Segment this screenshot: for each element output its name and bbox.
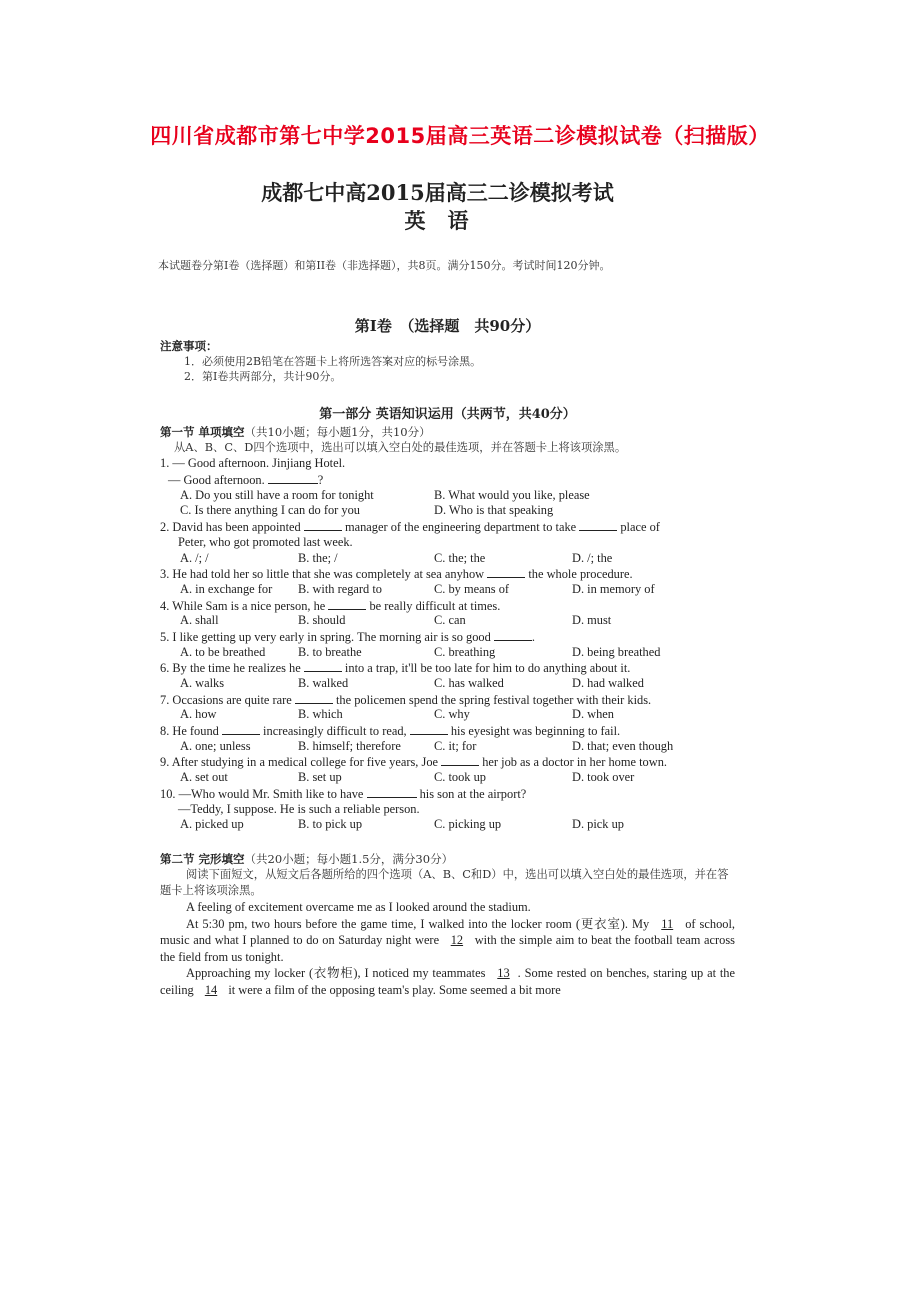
answer-blank [410, 723, 448, 735]
option-d: D. that; even though [572, 738, 674, 753]
exam-subject: 英语 [404, 208, 491, 233]
option-b: B. with regard to [298, 581, 382, 596]
question-8 [160, 723, 735, 754]
question-text [160, 754, 735, 770]
question-text-part: 8. He found [160, 724, 222, 739]
option-d: D. when [572, 707, 614, 722]
exam-intro: 本试题卷分第I卷（选择题）和第II卷（非选择题），共8页。满分150分。考试时间120分钟。 [158, 259, 611, 272]
option-c: C. by means of [434, 581, 510, 596]
answer-blank [222, 723, 260, 735]
option-c: C. it; for [434, 738, 477, 753]
option-a: A. one; unless [180, 738, 251, 753]
option-d: D. Who is that speaking [434, 503, 554, 518]
answer-blank [494, 629, 532, 641]
question-text-part: increasingly difficult to read, [259, 724, 410, 739]
part-title: 第一部分 英语知识运用（共两节，共40分） [319, 407, 576, 423]
answer-blank [295, 692, 333, 704]
answer-blank [579, 519, 617, 531]
question-text [160, 692, 735, 708]
option-a: A. /; / [180, 550, 209, 565]
question-text [160, 660, 735, 676]
option-d: D. had walked [572, 676, 644, 691]
section-note: （共10小题；每小题1分，共10分） [244, 425, 431, 440]
question-text-part: 10. —Who would Mr. Smith like to have [160, 786, 367, 801]
section-heading [160, 851, 735, 867]
cloze-blank-11: 11 [661, 916, 674, 931]
option-a: A. to be breathed [180, 644, 266, 659]
options-row [160, 770, 735, 786]
option-b: B. which [298, 707, 343, 722]
section-heading-label: 第一节 单项填空 [160, 425, 245, 440]
notice-item: 2．第I卷共两部分，共计90分。 [184, 370, 342, 384]
option-a: A. walks [180, 676, 225, 691]
answer-blank [487, 566, 525, 578]
option-c: C. picking up [434, 817, 502, 832]
option-c: C. can [434, 613, 466, 628]
options-row [160, 488, 735, 504]
option-b: B. the; / [298, 550, 338, 565]
question-text-part: the whole procedure. [525, 567, 633, 582]
question-text-part: 4. While Sam is a nice person, he [160, 598, 329, 613]
options-row [160, 707, 735, 723]
question-1 [160, 456, 735, 519]
option-b: B. walked [298, 676, 349, 691]
document-title: 四川省成都市第七中学2015届高三英语二诊模拟试卷（扫描版） [150, 124, 770, 148]
answer-blank [328, 598, 366, 610]
question-text-part: 3. He had told her so little that she was completely at sea anyhow [160, 567, 488, 582]
question-6 [160, 660, 735, 691]
option-c: C. took up [434, 770, 486, 785]
question-text-part: 5. I like getting up very early in spring. The morning air is so good [160, 629, 494, 644]
option-a: A. in exchange for [180, 581, 273, 596]
question-text-part: 2. David has been appointed [160, 520, 304, 535]
option-a: A. Do you still have a room for tonight [180, 487, 374, 502]
options-row [160, 817, 735, 833]
option-b: B. should [298, 613, 346, 628]
passage-paragraph: A feeling of excitement overcame me as I looked around the stadium. [186, 899, 531, 914]
section-instruction: 从A、B、C、D四个选项中，选出可以填入空白处的最佳选项，并在答题卡上将该项涂黑。 [174, 441, 627, 455]
question-text: 1. — Good afternoon. Jinjiang Hotel. [160, 456, 346, 471]
options-row [160, 503, 735, 519]
notice-heading: 注意事项： [160, 338, 218, 353]
section-heading [160, 424, 735, 440]
passage-text: of school, music and what I planned to do on Saturday night were [160, 916, 735, 948]
section-note: （共20小题；每小题1.5分，满分30分） [244, 851, 454, 866]
question-text-part: . [531, 629, 536, 644]
option-d: D. took over [572, 770, 635, 785]
option-b: B. What would you like, please [434, 487, 590, 502]
question-text-part: the policemen spend the spring festival together with their kids. [332, 692, 652, 707]
question-text-part: his son at the airport? [416, 786, 527, 801]
cloze-blank-13: 13 [497, 966, 510, 981]
question-text-part: 6. By the time he realizes he [160, 661, 304, 676]
question-text-part: manager of the engineering department to take [341, 520, 580, 535]
option-b: B. to breathe [298, 644, 362, 659]
option-c: C. has walked [434, 676, 504, 691]
options-row [160, 739, 735, 755]
passage-text: it were a film of the opposing team's play. Some seemed a bit more [225, 982, 561, 997]
passage-paragraph [160, 965, 735, 998]
passage-text: Approaching my locker (衣物柜), I noticed my teammates [186, 966, 490, 981]
notice-item: 1．必须使用2B铅笔在答题卡上将所选答案对应的标号涂黑。 [184, 355, 482, 369]
option-c: C. why [434, 707, 470, 722]
question-text-part: her job as a doctor in her home town. [479, 755, 667, 770]
answer-blank [268, 472, 318, 484]
question-text [160, 598, 735, 614]
passage-paragraph [160, 916, 735, 966]
question-2 [160, 519, 735, 566]
option-a: A. how [180, 707, 217, 722]
option-d: D. /; the [572, 550, 613, 565]
question-text-part: 9. After studying in a medical college for five years, Joe [160, 755, 442, 770]
answer-blank [367, 786, 417, 798]
passage-text: . Some rested on benches, staring up at the ceiling [160, 966, 735, 997]
question-text-continued: —Teddy, I suppose. He is such a reliable person. [178, 801, 420, 816]
question-text [160, 566, 735, 582]
option-b: B. himself; therefore [298, 738, 401, 753]
question-4 [160, 598, 735, 629]
question-3 [160, 566, 735, 597]
question-text [160, 629, 735, 645]
option-c: C. Is there anything I can do for you [180, 503, 360, 518]
option-d: D. in memory of [572, 581, 655, 596]
cloze-blank-14: 14 [204, 982, 218, 997]
question-5 [160, 629, 735, 660]
option-a: A. set out [180, 770, 228, 785]
volume-title: 第I卷 （选择题 共90分） [354, 316, 541, 335]
passage-text: with the simple aim to beat the football team across the field from us tonight. [160, 933, 735, 964]
question-text-part: his eyesight was beginning to fail. [447, 724, 621, 739]
option-d: D. must [572, 613, 612, 628]
option-b: B. to pick up [298, 817, 363, 832]
section-instruction: 阅读下面短文，从短文后各题所给的四个选项（A、B、C和D）中，选出可以填入空白处的最佳选项，并在答题卡上将该项涂黑。 [160, 867, 729, 897]
answer-blank [441, 754, 479, 766]
option-c: C. breathing [434, 644, 496, 659]
options-row [160, 676, 735, 692]
question-text-part: into a trap, it'll be too late for him to do anything about it. [341, 661, 631, 676]
option-d: D. pick up [572, 817, 624, 832]
option-b: B. set up [298, 770, 342, 785]
question-text [160, 786, 735, 802]
question-text-part: be really difficult at times. [366, 598, 501, 613]
options-row [160, 582, 735, 598]
options-row [160, 551, 735, 567]
question-10 [160, 786, 735, 833]
question-text-part: ? [317, 473, 324, 488]
question-7 [160, 692, 735, 723]
section-heading-label: 第二节 完形填空 [160, 851, 245, 866]
question-text-part: 7. Occasions are quite rare [160, 692, 295, 707]
exam-title: 成都七中高2015届高三二诊模拟考试 [261, 180, 614, 205]
question-9 [160, 754, 735, 785]
question-text-part: place of [617, 520, 660, 535]
question-text [160, 472, 735, 488]
answer-blank [304, 660, 342, 672]
answer-blank [304, 519, 342, 531]
passage-text: At 5:30 pm, two hours before the game time, I walked into the locker room (更衣室). My [186, 916, 654, 931]
options-row [160, 613, 735, 629]
cloze-blank-12: 12 [450, 933, 464, 948]
option-d: D. being breathed [572, 644, 661, 659]
option-a: A. shall [180, 613, 219, 628]
question-text [160, 723, 735, 739]
question-text [160, 519, 735, 535]
question-text-continued: Peter, who got promoted last week. [178, 534, 353, 549]
options-row [160, 645, 735, 661]
option-c: C. the; the [434, 550, 486, 565]
option-a: A. picked up [180, 817, 244, 832]
scanned-exam-page [160, 180, 735, 998]
question-text-part: — Good afternoon. [168, 473, 268, 488]
